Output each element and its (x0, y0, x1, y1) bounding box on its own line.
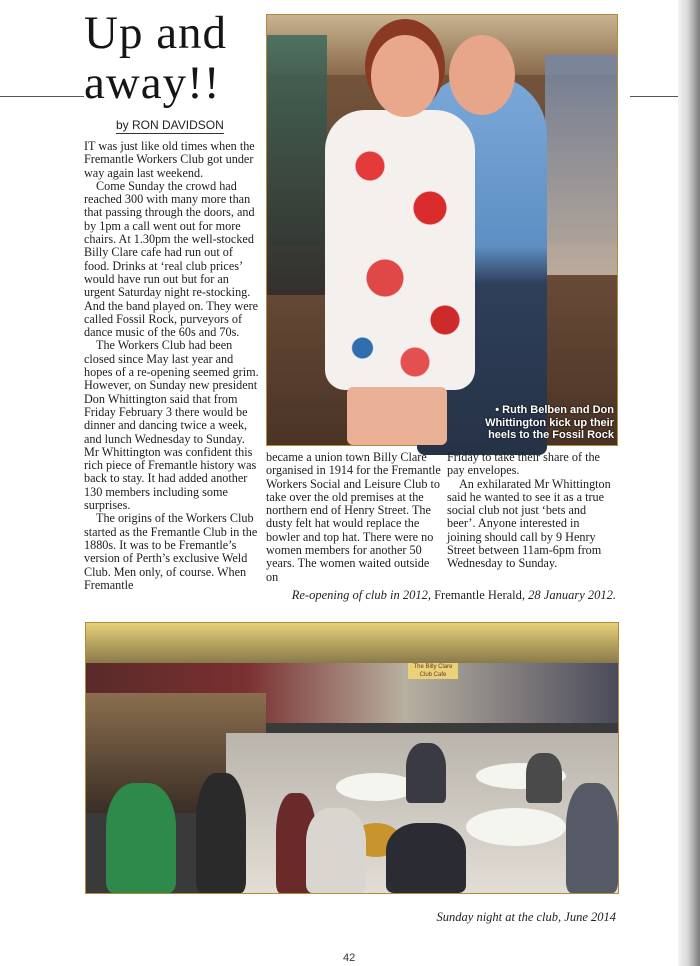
paragraph: Friday to take their share of the pay envelopes. (447, 450, 600, 478)
patron (106, 783, 176, 893)
patron (196, 773, 246, 893)
caption-date: 28 January 2012. (528, 588, 616, 602)
woman-floral-dress (325, 110, 475, 390)
paragraph: IT was just like old times when the Fremantle Workers Club got under way again last weekend. (84, 139, 255, 180)
patron (566, 783, 618, 893)
patron (386, 823, 466, 893)
reopening-caption (292, 588, 616, 603)
paragraph: Come Sunday the crowd had reached 300 with many more than that passing through the doors, and by 1pm a call went out for more chairs. At 1.30pm the well-stocked Billy Clare cafe had run out of food. Drinks at ‘real club prices’ would have run out but for an urgent Saturday night re-stocking. And the band played on. They were called Fossil Rock, purveyors of dance music of the 60s and 70s. (84, 178, 259, 340)
paragraph: The Workers Club had been closed since May last year and hopes of a re-opening seemed grim. However, on Sunday new president Don Whittington said that from Friday February 3 there would be dinner and dancing twice a week, and lunch Wednesday to Sunday. Mr Whittington was confident this rich piece of Fremantle history was back to stay. It had added another 130 members including some surprises. (84, 338, 259, 513)
header-rule-left (0, 96, 84, 97)
paragraph: An exhilarated Mr Whittington said he wanted to see it as a true social club not just ‘bets and beer’. Anyone interested in joining should call by 9 Henry Street between 11am-6pm from Wednesday to Sunday. (447, 476, 611, 571)
man-head (449, 35, 515, 115)
woman-legs (347, 387, 447, 445)
patron (306, 808, 366, 893)
article-headline: Up and away!! (84, 7, 228, 109)
background-dancers-left (267, 35, 327, 295)
article-column-1 (84, 139, 260, 592)
caption-source: Fremantle Herald, (434, 588, 526, 602)
photo-caption: • Ruth Belben and Don Whittington kick up their heels to the Fossil Rock (485, 404, 614, 441)
paragraph: became a union town Billy Clare organised in 1914 for the Fremantle Workers Social and Leisure Club to take over the old premises at the northern end of Henry Street. The dusty felt hat would replace the bowler and top hat. There were no women members for another 50 years. The women waited outside on (266, 450, 441, 584)
club-interior-photo (85, 622, 619, 894)
sunday-night-caption: Sunday night at the club, June 2014 (436, 910, 616, 924)
cafe-sign: The Billy Clare Club Cafe (408, 663, 458, 679)
ceiling (86, 623, 618, 663)
article-column-3 (447, 451, 617, 571)
round-table (466, 808, 566, 846)
article-byline: by RON DAVIDSON (116, 118, 224, 132)
background-dancers-right (545, 55, 617, 275)
dancing-couple-photo (266, 14, 618, 446)
round-table (336, 773, 416, 801)
patron (526, 753, 562, 803)
caption-italic-part: Re-opening of club in 2012, (291, 588, 431, 602)
article-column-2 (266, 450, 442, 584)
woman-head (371, 35, 439, 117)
header-rule-right (630, 96, 678, 97)
page-number: 42 (343, 952, 356, 964)
patron (406, 743, 446, 803)
page-edge-shadow (678, 0, 700, 966)
paragraph: The origins of the Workers Club started as the Fremantle Club in the 1880s. It was to be Fremantle’s version of Perth’s exclusive Weld Club. Men only, of course. When Fremantle (84, 511, 258, 592)
